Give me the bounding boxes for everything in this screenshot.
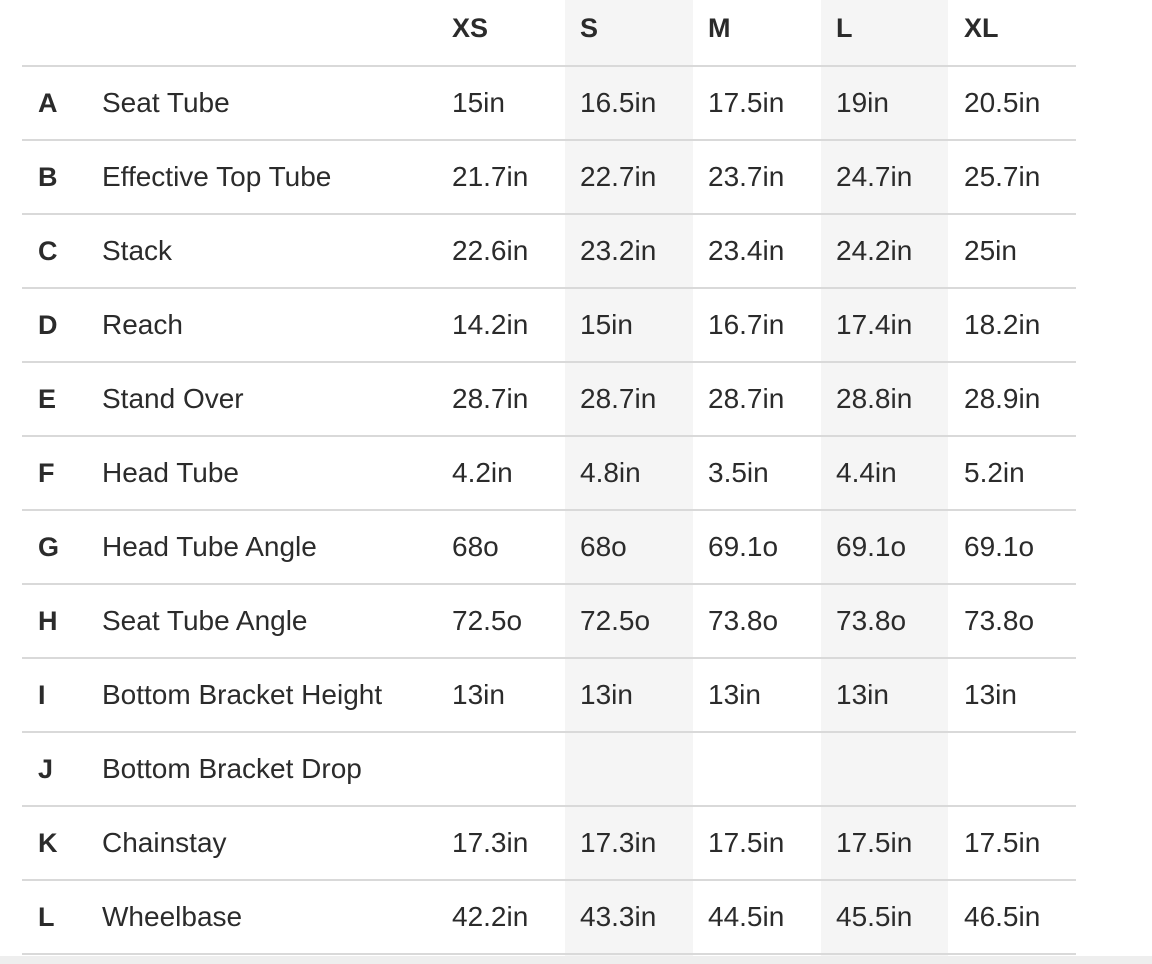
value-cell-xl: 17.5in bbox=[964, 827, 1041, 858]
value-cell-xs: 17.3in bbox=[452, 827, 529, 858]
value-cell-m: 44.5in bbox=[708, 901, 785, 932]
value-cell-xs: 68o bbox=[452, 531, 499, 562]
value-cell-xl: 5.2in bbox=[964, 457, 1025, 488]
size-header-xl: XL bbox=[964, 13, 999, 43]
geometry-table bbox=[22, 0, 1076, 955]
table-row bbox=[22, 67, 1076, 141]
value-cell-m: 23.4in bbox=[708, 235, 785, 266]
row-letter: F bbox=[38, 457, 55, 488]
value-cell-xs: 14.2in bbox=[452, 309, 529, 340]
measurement-name: Stand Over bbox=[102, 383, 244, 414]
value-cell-s: 68o bbox=[580, 531, 627, 562]
row-letter: C bbox=[38, 235, 58, 266]
row-letter: L bbox=[38, 901, 55, 932]
value-cell-m: 13in bbox=[708, 679, 761, 710]
measurement-name: Head Tube bbox=[102, 457, 239, 488]
measurement-name: Head Tube Angle bbox=[102, 531, 317, 562]
value-cell-s: 23.2in bbox=[580, 235, 657, 266]
row-letter: H bbox=[38, 605, 58, 636]
value-cell-s: 15in bbox=[580, 309, 633, 340]
value-cell-l: 19in bbox=[836, 87, 889, 118]
value-cell-m: 73.8o bbox=[708, 605, 779, 636]
value-cell-s: 4.8in bbox=[580, 457, 641, 488]
size-header-m: M bbox=[708, 13, 731, 43]
value-cell-xl: 18.2in bbox=[964, 309, 1041, 340]
value-cell-l: 45.5in bbox=[836, 901, 913, 932]
value-cell-s: 28.7in bbox=[580, 383, 657, 414]
table-row bbox=[22, 881, 1076, 955]
table-row bbox=[22, 733, 1076, 807]
value-cell-xs: 28.7in bbox=[452, 383, 529, 414]
value-cell-l: 24.2in bbox=[836, 235, 913, 266]
measurement-name: Bottom Bracket Height bbox=[102, 679, 383, 710]
value-cell-l: 24.7in bbox=[836, 161, 913, 192]
value-cell-xs: 21.7in bbox=[452, 161, 529, 192]
row-letter: B bbox=[38, 161, 58, 192]
row-letter: D bbox=[38, 309, 58, 340]
table-row bbox=[22, 585, 1076, 659]
value-cell-m: 17.5in bbox=[708, 87, 785, 118]
value-cell-s: 17.3in bbox=[580, 827, 657, 858]
value-cell-l: 17.4in bbox=[836, 309, 913, 340]
value-cell-l: 73.8o bbox=[836, 605, 907, 636]
table-row bbox=[22, 363, 1076, 437]
value-cell-l: 13in bbox=[836, 679, 889, 710]
value-cell-s: 22.7in bbox=[580, 161, 657, 192]
value-cell-xs: 4.2in bbox=[452, 457, 513, 488]
measurement-name: Wheelbase bbox=[102, 901, 243, 932]
value-cell-m: 28.7in bbox=[708, 383, 785, 414]
value-cell-xl: 73.8o bbox=[964, 605, 1035, 636]
value-cell-s: 16.5in bbox=[580, 87, 657, 118]
value-cell-m: 3.5in bbox=[708, 457, 769, 488]
size-header-s: S bbox=[580, 13, 599, 43]
value-cell-m: 17.5in bbox=[708, 827, 785, 858]
measurement-name: Seat Tube bbox=[102, 87, 230, 118]
value-cell-m: 69.1o bbox=[708, 531, 779, 562]
row-letter: G bbox=[38, 531, 60, 562]
table-row bbox=[22, 659, 1076, 733]
size-header-xs: XS bbox=[452, 13, 489, 43]
measurement-name: Seat Tube Angle bbox=[102, 605, 308, 636]
value-cell-s: 43.3in bbox=[580, 901, 657, 932]
size-header-l: L bbox=[836, 13, 853, 43]
row-letter: K bbox=[38, 827, 58, 858]
row-letter: A bbox=[38, 87, 58, 118]
row-letter: I bbox=[38, 679, 46, 710]
table-row bbox=[22, 141, 1076, 215]
value-cell-xl: 13in bbox=[964, 679, 1017, 710]
measurement-name: Bottom Bracket Drop bbox=[102, 753, 362, 784]
table-row bbox=[22, 289, 1076, 363]
value-cell-xl: 20.5in bbox=[964, 87, 1041, 118]
value-cell-xl: 25.7in bbox=[964, 161, 1041, 192]
table-row bbox=[22, 437, 1076, 511]
value-cell-xs: 42.2in bbox=[452, 901, 529, 932]
measurement-name: Chainstay bbox=[102, 827, 227, 858]
value-cell-m: 16.7in bbox=[708, 309, 785, 340]
row-letter: J bbox=[38, 753, 54, 784]
table-header bbox=[22, 0, 1076, 67]
value-cell-l: 4.4in bbox=[836, 457, 897, 488]
measurement-name: Stack bbox=[102, 235, 173, 266]
measurement-name: Reach bbox=[102, 309, 183, 340]
value-cell-l: 17.5in bbox=[836, 827, 913, 858]
table-row bbox=[22, 511, 1076, 585]
value-cell-xs: 72.5o bbox=[452, 605, 523, 636]
table-row bbox=[22, 215, 1076, 289]
value-cell-xs: 15in bbox=[452, 87, 505, 118]
table-row bbox=[22, 807, 1076, 881]
value-cell-xl: 46.5in bbox=[964, 901, 1041, 932]
value-cell-xl: 69.1o bbox=[964, 531, 1035, 562]
value-cell-l: 69.1o bbox=[836, 531, 907, 562]
value-cell-m: 23.7in bbox=[708, 161, 785, 192]
value-cell-s: 72.5o bbox=[580, 605, 651, 636]
table-body bbox=[22, 67, 1076, 955]
value-cell-s: 13in bbox=[580, 679, 633, 710]
bottom-divider bbox=[0, 956, 1152, 964]
value-cell-l: 28.8in bbox=[836, 383, 913, 414]
measurement-name: Effective Top Tube bbox=[102, 161, 332, 192]
row-letter: E bbox=[38, 383, 57, 414]
value-cell-xl: 28.9in bbox=[964, 383, 1041, 414]
value-cell-xl: 25in bbox=[964, 235, 1017, 266]
value-cell-xs: 22.6in bbox=[452, 235, 529, 266]
value-cell-xs: 13in bbox=[452, 679, 505, 710]
